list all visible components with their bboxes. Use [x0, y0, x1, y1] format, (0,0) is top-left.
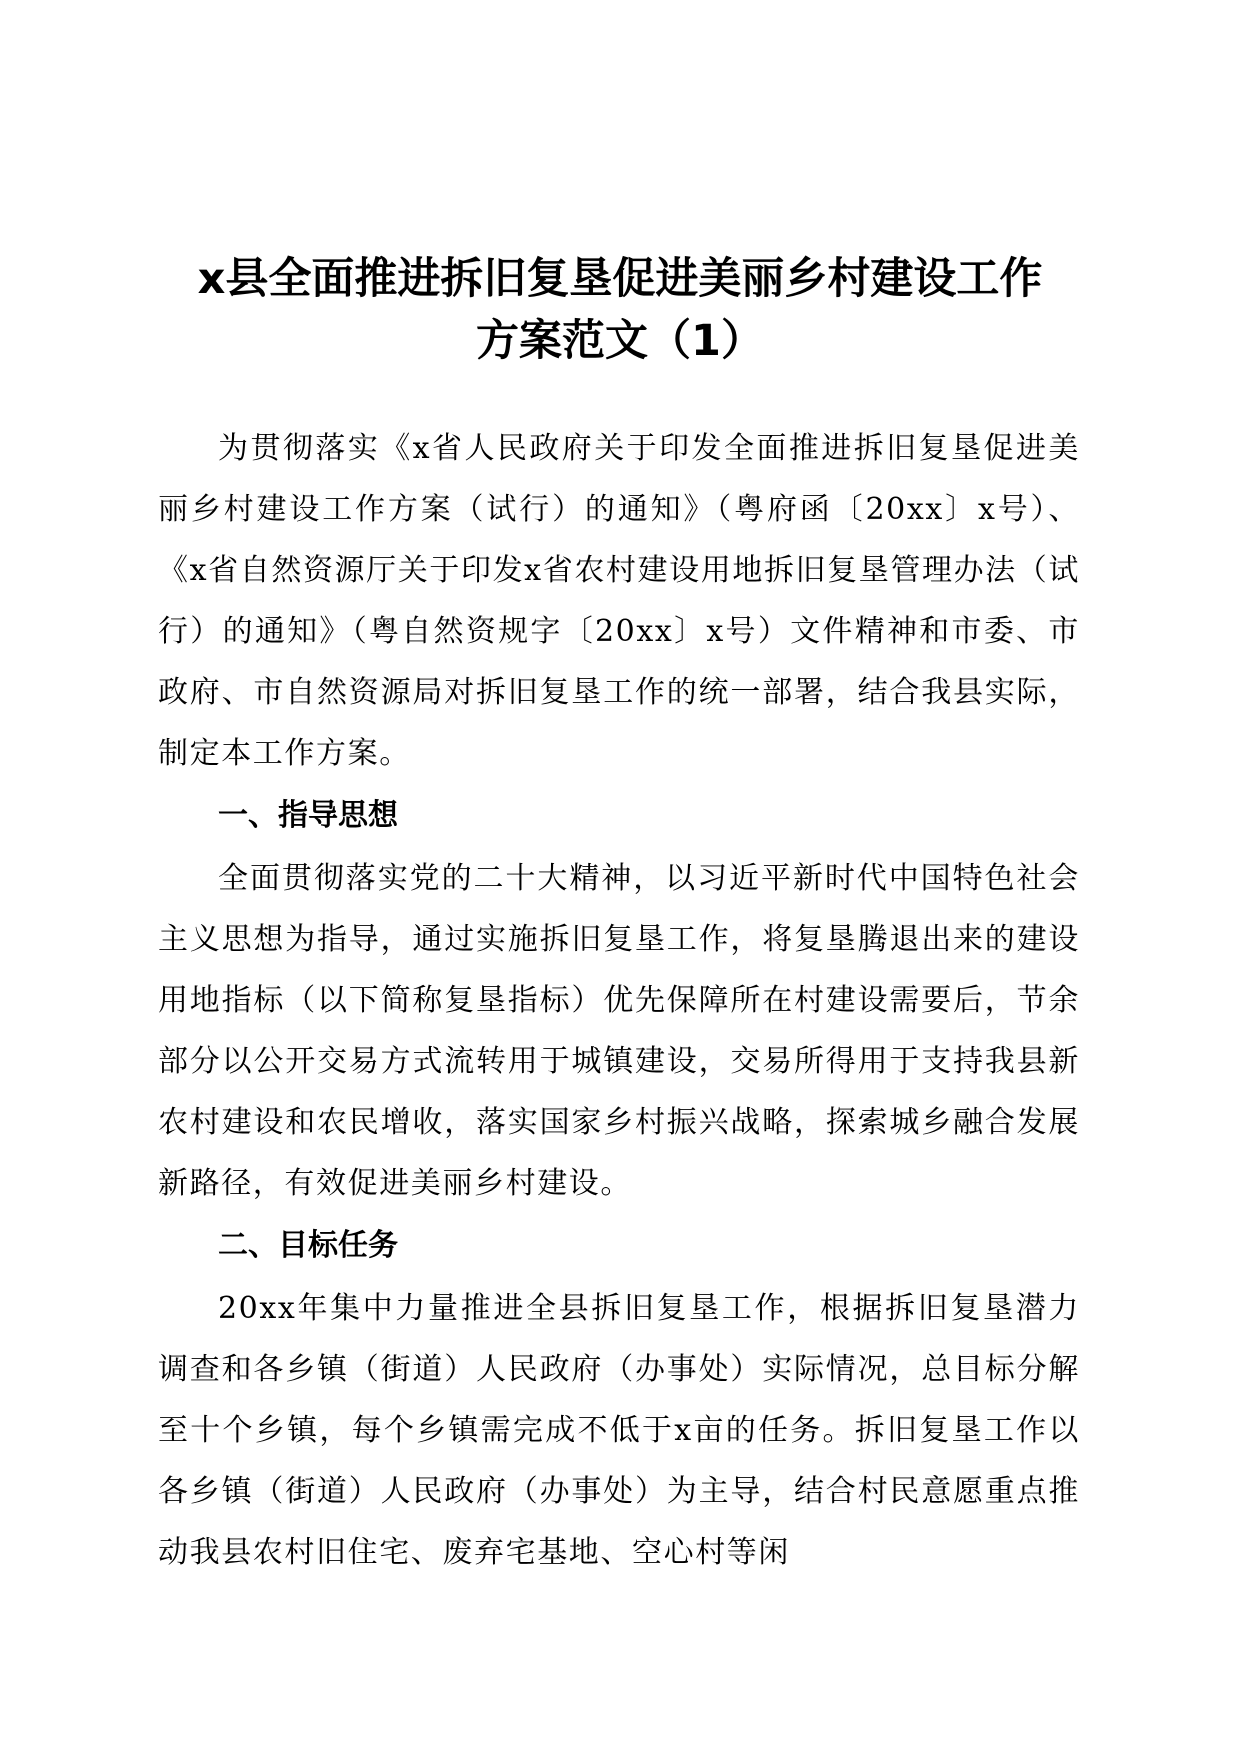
section-heading-guiding-ideology: 一、指导思想: [218, 798, 398, 833]
document-body: [158, 418, 1080, 1583]
section-heading-objectives: 二、目标任务: [218, 1228, 398, 1263]
title-line-1: x县全面推进拆旧复垦促进美丽乡村建设工作: [197, 254, 1043, 304]
document-title: [140, 248, 1100, 372]
intro-paragraph: 为贯彻落实《x省人民政府关于印发全面推进拆旧复垦促进美丽乡村建设工作方案（试行）的通知》（粤府函〔20xx〕x号）、《x省自然资源厅关于印发x省农村建设用地拆旧复垦管理办法（试行）的通知》（粤自然资规字〔20xx〕x号）文件精神和市委、市政府、市自然资源局对拆旧复垦工作的统一部署，结合我县实际，制定本工作方案。: [158, 431, 1080, 771]
objectives-paragraph: 20xx年集中力量推进全县拆旧复垦工作，根据拆旧复垦潜力调查和各乡镇（街道）人民政府（办事处）实际情况，总目标分解至十个乡镇，每个乡镇需完成不低于x亩的任务。拆旧复垦工作以各乡镇（街道）人民政府（办事处）为主导，结合村民意愿重点推动我县农村旧住宅、废弃宅基地、空心村等闲: [158, 1291, 1080, 1570]
guiding-ideology-paragraph: 全面贯彻落实党的二十大精神，以习近平新时代中国特色社会主义思想为指导，通过实施拆旧复垦工作，将复垦腾退出来的建设用地指标（以下简称复垦指标）优先保障所在村建设需要后，节余部分以公开交易方式流转用于城镇建设，交易所得用于支持我县新农村建设和农民增收，落实国家乡村振兴战略，探索城乡融合发展新路径，有效促进美丽乡村建设。: [158, 861, 1080, 1201]
title-line-2: 方案范文（1）: [476, 316, 764, 366]
